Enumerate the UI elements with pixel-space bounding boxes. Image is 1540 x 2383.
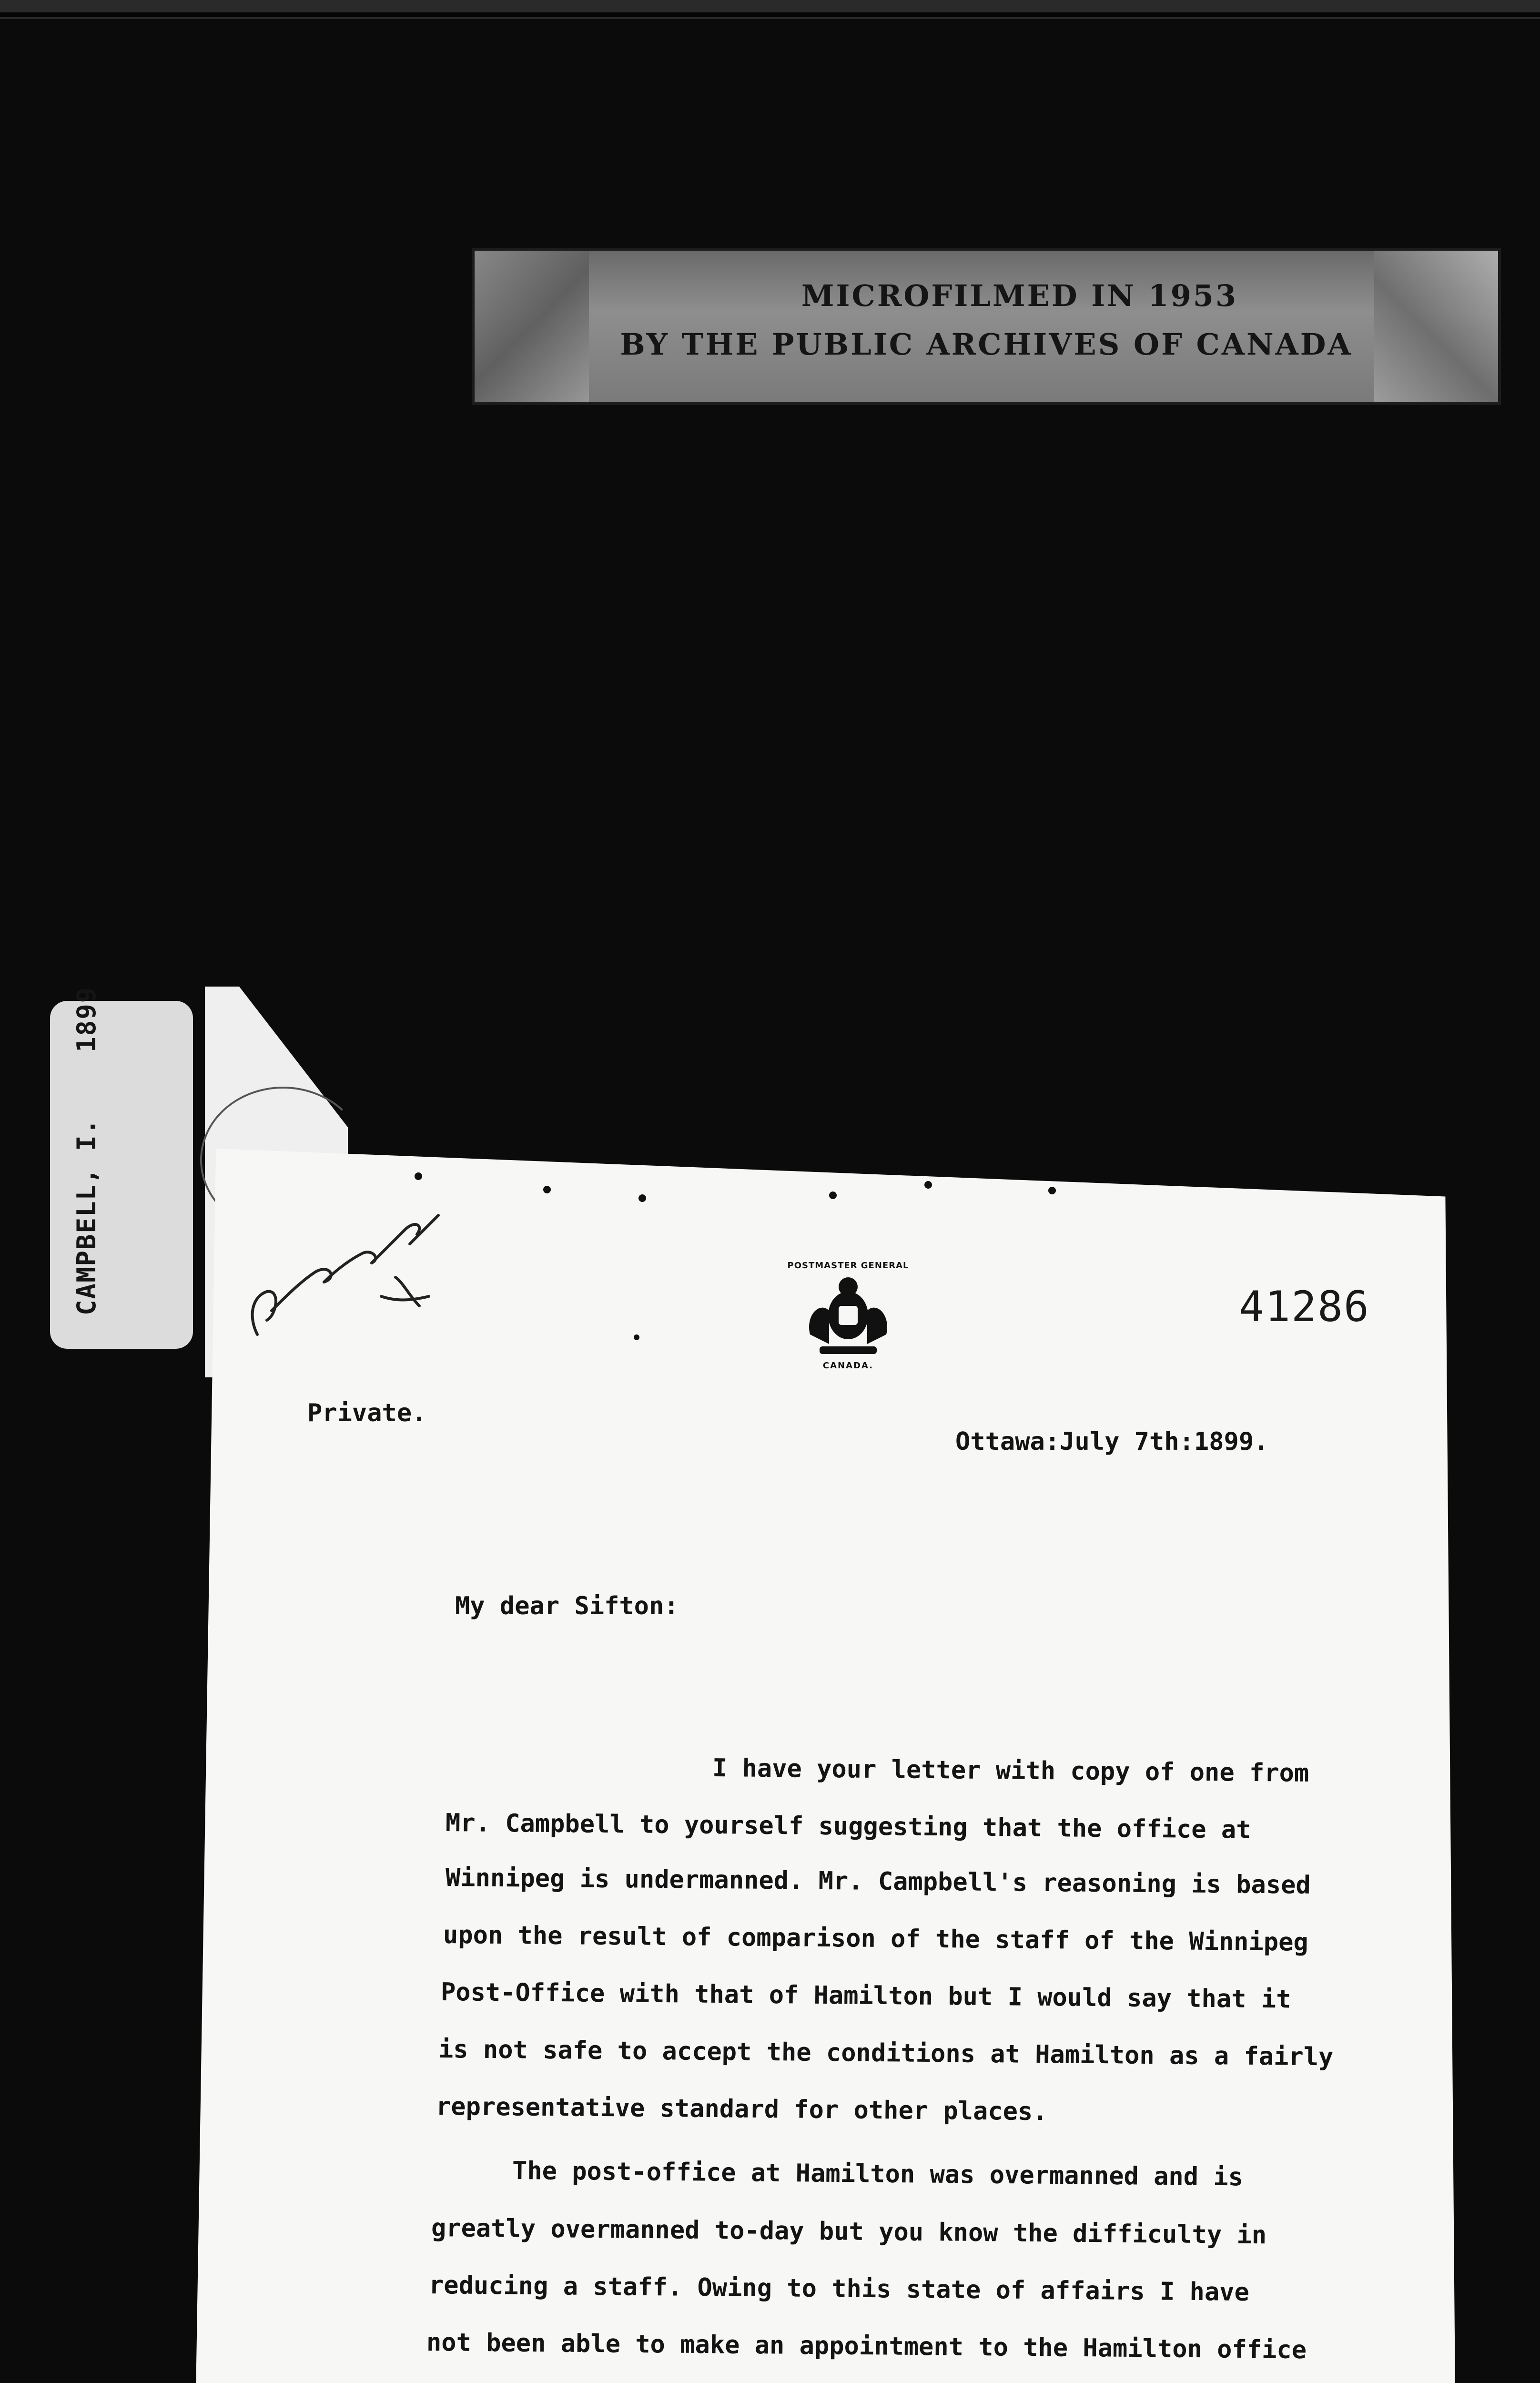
body-line: The post-office at Hamilton was overmanned and is (512, 2157, 1244, 2192)
punch-hole (543, 1186, 551, 1193)
body-line: representative standard for other places. (436, 2092, 1048, 2127)
body-line: Mr. Campbell to yourself suggesting that the office at (445, 1809, 1251, 1844)
document-number: 41286 (1239, 1282, 1370, 1331)
banner-line-2: BY THE PUBLIC ARCHIVES OF CANADA (620, 327, 1353, 362)
body-line: Post-Office with that of Hamilton but I would say that it (440, 1978, 1291, 2014)
classification-label: Private. (307, 1399, 427, 1427)
body-line: is not safe to accept the conditions at Hamilton as a fairly (438, 2035, 1334, 2072)
punch-hole (1048, 1187, 1056, 1194)
body-line: Winnipeg is undermanned. Mr. Campbell's reasoning is based (445, 1864, 1311, 1900)
punch-hole (829, 1192, 837, 1199)
banner-line-1: MICROFILMED IN 1953 (801, 278, 1238, 313)
handwritten-signature-icon (238, 1201, 448, 1344)
punch-hole (638, 1194, 646, 1202)
body-line: upon the result of comparison of the staff of the Winnipeg (443, 1921, 1308, 1957)
body-line: greatly overmanned to-day but you know the difficulty in (431, 2214, 1267, 2250)
tape-left (475, 251, 589, 402)
dateline: Ottawa:July 7th:1899. (955, 1427, 1269, 1456)
salutation: My dear Sifton: (455, 1592, 679, 1620)
coat-of-arms-icon (781, 1258, 915, 1377)
ink-speck (634, 1334, 639, 1340)
punch-hole (924, 1181, 932, 1189)
tape-right (1374, 251, 1498, 402)
crest-label-top: POSTMASTER GENERAL (787, 1261, 909, 1271)
body-line: reducing a staff. Owing to this state of affairs I have (428, 2271, 1250, 2307)
body-line: not been able to make an appointment to the Hamilton office (426, 2328, 1307, 2365)
microfilm-banner (472, 248, 1501, 405)
film-edge-line (0, 12, 1540, 17)
body-line: I have your letter with copy of one from (712, 1754, 1309, 1788)
index-card-label: CAMPBELL, I. 1899 (71, 986, 101, 1315)
crest-label-bottom: CANADA. (822, 1361, 874, 1371)
punch-hole (415, 1172, 422, 1180)
